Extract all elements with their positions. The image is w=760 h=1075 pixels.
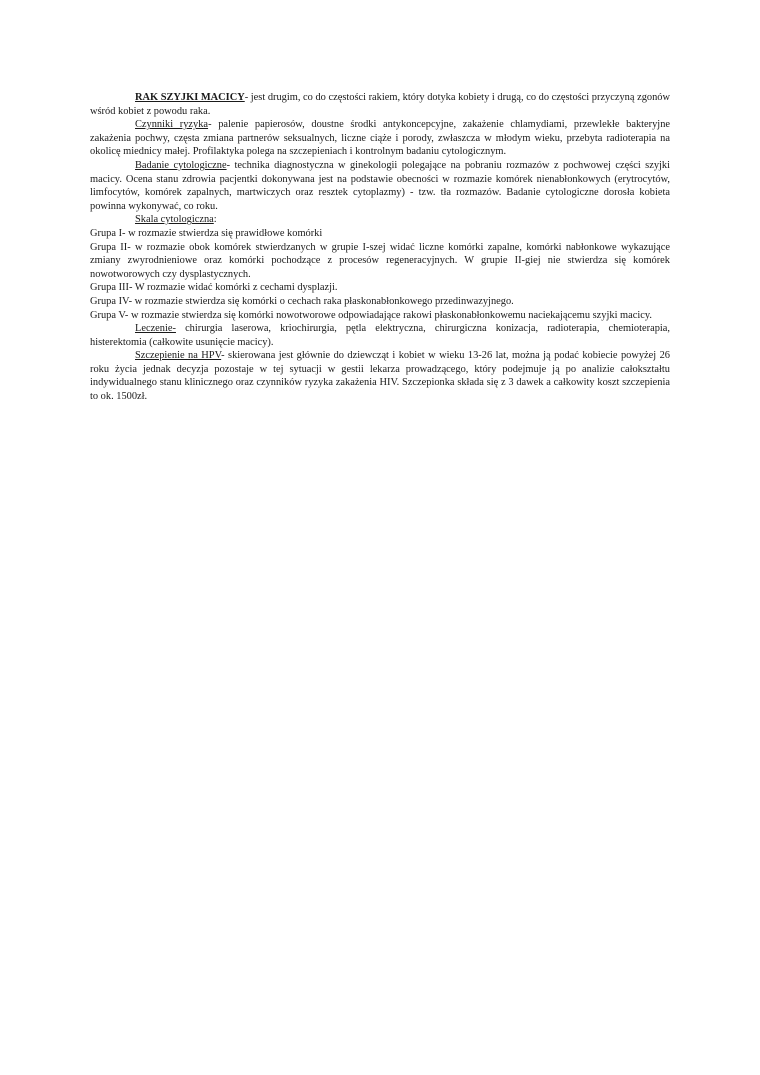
list-item-group-2: Grupa II- w rozmazie obok komórek stwierdzanych w grupie I-szej widać liczne komórki zapalne, komórki nabłonkowe wykazujące zmiany zwyrodnieniowe oraz komórki pochodzące z procesów regeneracyjnych. W grupie II-giej nie stwierdza się komórek nowotworowych czy dysplastycznych. [90, 241, 670, 280]
paragraph-scale-colon: : [213, 214, 217, 226]
document-body [90, 91, 670, 404]
paragraph-intro [90, 91, 670, 118]
term-szczepienie-na-hpv: Szczepienie na HPV [135, 350, 222, 362]
paragraph-hpv-vaccine [90, 349, 670, 403]
term-leczenie: Leczenie- [135, 323, 176, 335]
paragraph-treatment-text: chirurgia laserowa, kriochirurgia, pętla elektryczna, chirurgiczna konizacja, radioterapia, chemioterapia, histerektomia (całkowite usunięcie macicy). [90, 323, 670, 348]
list-item-group-1: Grupa I- w rozmazie stwierdza się prawidłowe komórki [90, 227, 323, 239]
paragraph-scale [90, 213, 670, 227]
term-badanie-cytologiczne: Badanie cytologiczne [135, 159, 227, 171]
list-item-group-3: Grupa III- W rozmazie widać komórki z cechami dysplazji. [90, 282, 338, 294]
heading-term-rak-szyjki-macicy: RAK SZYJKI MACICY [135, 92, 245, 103]
paragraph-cytology-text: - technika diagnostyczna w ginekologii polegające na pobraniu rozmazów z pochwowej części szyjki macicy. Ocena stanu zdrowia pacjentki dokonywana jest na podstawie obecności w rozmazie komórek nienabłonkowych (erytrocytów, limfocytów, komórek zapalnych, martwiczych oraz resztek cytoplazmy) - tzw. tła rozmazów. Badanie cytologiczne dorosła kobieta powinna wykonywać, co roku. [90, 159, 670, 212]
paragraph-risk-factors-text: - palenie papierosów, doustne środki antykoncepcyjne, zakażenie chlamydiami, przewlekłe bakteryjne zakażenia pochwy, częsta zmiana partnerów seksualnych, liczne ciąże i porody, zwłaszcza w młodym wieku, przebyta radioterapia na okolicę miednicy małej. Profilaktyka polega na szczepieniach i kontrolnym badaniu cytologicznym. [90, 119, 670, 158]
paragraph-risk-factors [90, 118, 670, 159]
paragraph-cytology [90, 159, 670, 213]
paragraph-intro-text: - jest drugim, co do częstości rakiem, który dotyka kobiety i drugą, co do częstości przyczyną zgonów wśród kobiet z powodu raka. [90, 92, 670, 117]
list-item-group-5: Grupa V- w rozmazie stwierdza się komórki nowotworowe odpowiadające rakowi płaskonabłonkowemu naciekającemu szyjki macicy. [90, 309, 652, 321]
term-skala-cytologiczna: Skala cytologiczna [135, 214, 214, 226]
paragraph-hpv-vaccine-text: - skierowana jest głównie do dziewcząt i kobiet w wieku 13-26 lat, można ją podać kobiecie powyżej 26 roku życia jednak decyzja pozostaje w tej sytuacji w gestii lekarza prowadzącego, który podejmuje ją po analizie całokształtu indywidualnego stanu klinicznego oraz czynników ryzyka zakażenia HIV. Szczepionka składa się z 3 dawek a całkowity koszt szczepienia to ok. 1500zł. [90, 350, 670, 403]
paragraph-treatment [90, 322, 670, 349]
term-czynniki-ryzyka: Czynniki ryzyka [135, 119, 209, 131]
list-item-group-4: Grupa IV- w rozmazie stwierdza się komórki o cechach raka płaskonabłonkowego przedinwazyjnego. [90, 295, 514, 307]
